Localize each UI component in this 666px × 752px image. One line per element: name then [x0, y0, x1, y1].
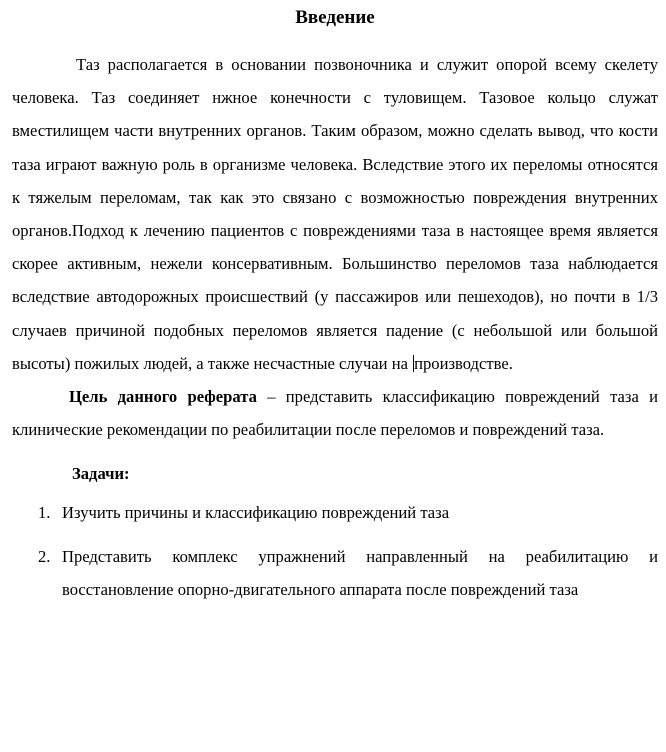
task-text: Изучить причины и классификацию повреждений таза: [62, 503, 450, 523]
task-text: Представить комплекс упражнений направленный на реабилитацию и восстановление опорно-двигательного аппарата после повреждений таза: [62, 546, 658, 599]
intro-paragraph: [12, 48, 658, 380]
intro-text: Таз располагается в основании позвоночника и служит опорой всему скелету человека. Таз соединяет нжное конечности с туловищем. Тазовое кольцо служат вместилищем части внутренних органов. Таким образом, можно сделать вывод, что кости таза играют важную роль в организме человека. Вследствие этого их переломы относятся к тяжелым переломам, так как это связано с возможностью повреждения внутренних органов.Подход к лечению пациентов с повреждениями таза в настоящее время является скорее активным, нежели консервативным. Большинство переломов таза наблюдается вследствие автодорожных происшествий (у пассажиров или пешеходов), но почти в 1/3 случаев причиной подобных переломов является падение (с небольшой или большой высоты) пожилых людей, а также несчастные случаи на: [12, 55, 658, 373]
document-title: Введение: [295, 7, 375, 28]
task-item: [12, 496, 658, 529]
task-item: [12, 540, 658, 606]
task-number: 2.: [38, 546, 51, 566]
document-page: [12, 0, 658, 606]
goal-paragraph: [12, 380, 658, 446]
goal-text: – представить классификацию повреждений таза и клинические рекомендации по реабилитации после переломов и повреждений таза.: [12, 387, 658, 440]
goal-label: Цель данного реферата: [69, 387, 257, 407]
tasks-list: [12, 496, 658, 606]
intro-text-end: производстве.: [414, 353, 513, 373]
tasks-heading: Задачи:: [72, 464, 130, 484]
task-number: 1.: [38, 503, 51, 523]
